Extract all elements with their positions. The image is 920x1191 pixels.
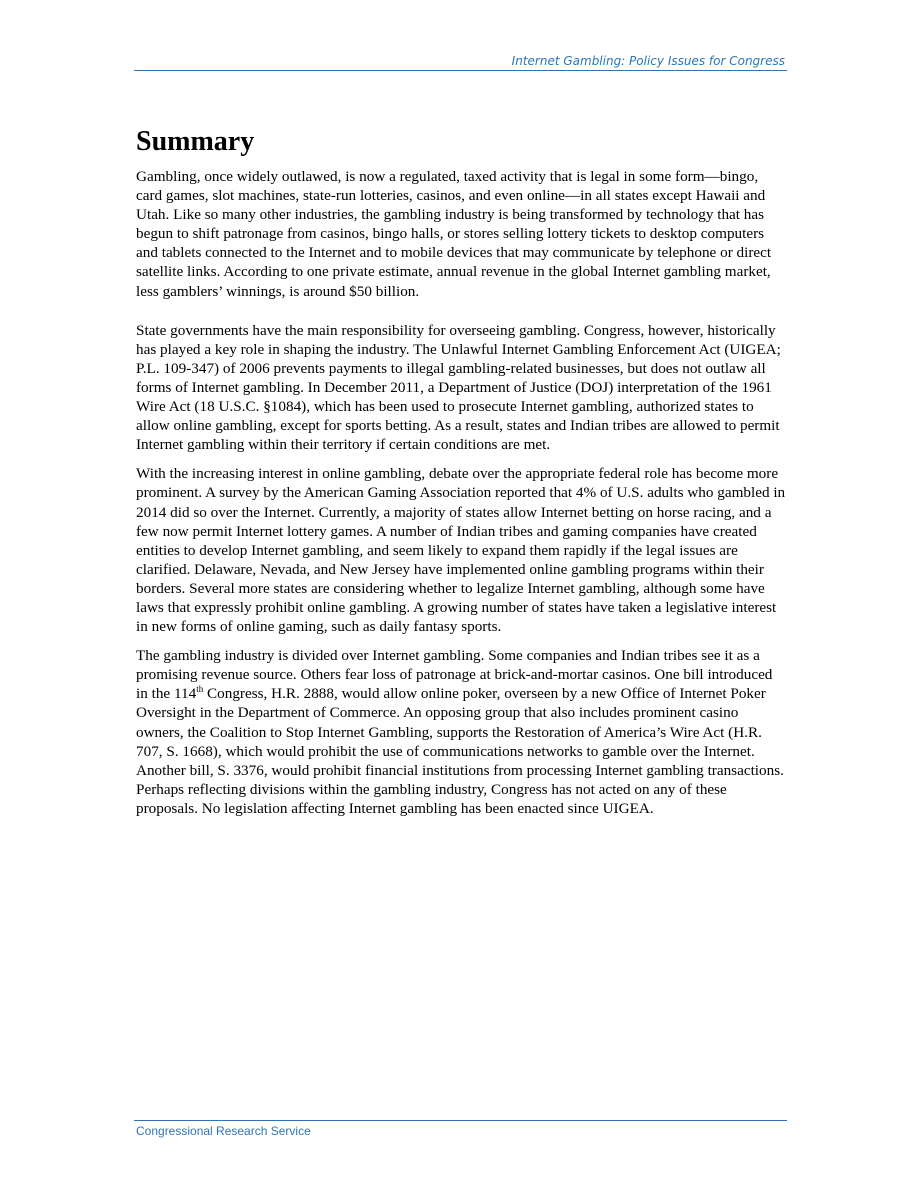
paragraph-industry-division [136, 646, 786, 818]
summary-heading: Summary [136, 126, 255, 157]
paragraph-industry-division-part1: The gambling industry is divided over Internet gambling. Some companies and Indian tribes see it as a promising revenue source. Others fear loss of patronage at brick-and-mortar casinos. One bill introduced in the 114 [136, 647, 773, 703]
page-header [134, 54, 787, 71]
running-header-title: Internet Gambling: Policy Issues for Congress [511, 54, 785, 68]
page-footer [134, 1120, 787, 1138]
paragraph-online-interest: With the increasing interest in online gambling, debate over the appropriate federal role has become more prominent. A survey by the American Gaming Association reported that 4% of U.S. adults who gambled in 2014 did so over the Internet. Currently, a majority of states allow Internet betting on horse racing, and a few now permit Internet lottery games. A number of Indian tribes and gaming companies have created entities to develop Internet gambling, and seem likely to expand them rapidly if the legal issues are clarified. Delaware, Nevada, and New Jersey have implemented online gambling programs within their borders. Several more states are considering whether to legalize Internet gambling, although some have laws that expressly prohibit online gambling. A growing number of states have taken a legislative interest in new forms of online gaming, such as daily fantasy sports. [136, 465, 786, 636]
footer-organization: Congressional Research Service [136, 1124, 311, 1138]
paragraph-gambling-overview: Gambling, once widely outlawed, is now a regulated, taxed activity that is legal in some form—bingo, card games, slot machines, state-run lotteries, casinos, and even online—in all states except Hawaii and Utah. Like so many other industries, the gambling industry is being transformed by technology that has begun to shift patronage from casinos, bingo halls, or stores selling lottery tickets to desktop computers and tablets connected to the Internet and to mobile devices that may communicate by telephone or direct satellite links. According to one private estimate, annual revenue in the global Internet gambling market, less gamblers’ winnings, is around $50 billion. [136, 168, 772, 300]
paragraph-state-federal-roles: State governments have the main responsibility for overseeing gambling. Congress, however, historically has played a key role in shaping the industry. The Unlawful Internet Gambling Enforcement Act (UIGEA; P.L. 109-347) of 2006 prevents payments to illegal gambling-related businesses, but does not outlaw all forms of Internet gambling. In December 2011, a Department of Justice (DOJ) interpretation of the 1961 Wire Act (18 U.S.C. §1084), which has been used to prosecute Internet gambling, authorized states to allow online gambling, except for sports betting. As a result, states and Indian tribes are allowed to permit Internet gambling within their territory if certain conditions are met. [136, 321, 781, 454]
ordinal-superscript: th [196, 684, 204, 695]
summary-body [136, 167, 786, 818]
paragraph-industry-division-part2: Congress, H.R. 2888, would allow online poker, overseen by a new Office of Internet Poker Oversight in the Department of Commerce. An opposing group that also includes prominent casino owners, the Coalition to Stop Internet Gambling, supports the Restoration of America’s Wire Act (H.R. 707, S. 1668), which would prohibit the use of communications networks to gamble over the Internet. Another bill, S. 3376, would prohibit financial institutions from processing Internet gambling transactions. Perhaps reflecting divisions within the gambling industry, Congress has not acted on any of these proposals. No legislation affecting Internet gambling has been enacted since UIGEA. [136, 685, 784, 817]
